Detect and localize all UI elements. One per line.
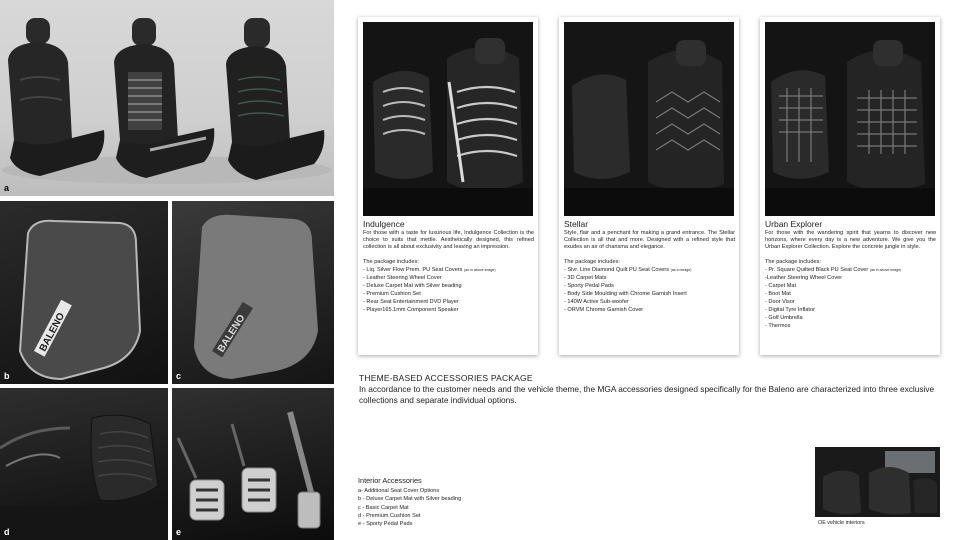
interior-list — [358, 487, 558, 528]
collection-card-indulgence — [358, 17, 538, 355]
photo-label: d — [4, 527, 10, 537]
deluxe-carpet-mat-illustration — [0, 201, 168, 384]
basic-carpet-mat-illustration — [172, 201, 334, 384]
package-item: - Deluxe Carpet Mat with Silver beading — [363, 282, 462, 289]
urban-explorer-interior-illustration — [765, 22, 935, 216]
collection-photo — [363, 22, 533, 216]
package-list — [765, 266, 936, 330]
oe-interior-photo — [815, 447, 940, 517]
package-item: - ORVM Chrome Garnish Cover — [564, 306, 644, 313]
package-heading: The package includes: — [765, 258, 821, 265]
package-item: - Slvr. Line Diamond Quilt PU Seat Covers (as in image) — [564, 266, 692, 273]
package-item: - 3D Carpet Mats — [564, 274, 607, 281]
package-item: - 140W Active Sub-woofer — [564, 298, 629, 305]
interior-accessories — [358, 476, 558, 528]
oe-caption: OE vehicle interiors — [818, 520, 865, 526]
collection-description: For those with a taste for luxurious life, Indulgence Collection is the choice to suits that mettle. Aesthetically designed, this refined collection is all about exclusivity and leaving an impression. — [363, 230, 534, 251]
collection-description: For those with the wandering spirit that yearns to discover new horizons, where every day is a new adventure. We give you the Urban Explorer Collection. Explore the concrete jungle in style. — [765, 230, 936, 251]
package-item: - Boot Mat — [765, 290, 791, 297]
photo-deluxe-carpet-mat — [0, 201, 168, 384]
mat-logo-text: BALENO — [37, 311, 68, 354]
collection-description: Style, flair and a penchant for making a grand entrance. The Stellar Collection is all that and more. Designed with a refined style that exudes an air of charisma and elegance. — [564, 230, 735, 251]
package-item: - Thermos — [765, 322, 791, 329]
collection-card-urban-explorer — [760, 17, 940, 355]
photo-seat-covers — [0, 0, 334, 196]
interior-item: e - Sporty Pedal Pads — [358, 521, 413, 528]
photo-label: e — [176, 527, 182, 537]
interior-item: d - Premium Cushion Set — [358, 512, 421, 519]
collection-card-stellar — [559, 17, 739, 355]
package-item: - Golf Umbrella — [765, 314, 803, 321]
collection-photo — [564, 22, 734, 216]
photo-basic-carpet-mat — [172, 201, 334, 384]
package-item: - Leather Steering Wheel Cover — [363, 274, 442, 281]
package-item: - Pr. Square Quilted Black PU Seat Cover (as in above image) — [765, 266, 902, 273]
photo-sporty-pedal-pads — [172, 388, 334, 540]
package-list — [564, 266, 735, 314]
package-item: - Carpet Mat — [765, 282, 797, 289]
package-item: - Sporty Pedal Pads — [564, 282, 614, 289]
interior-item: c - Basic Carpet Mat — [358, 504, 409, 511]
collection-title: Indulgence — [363, 219, 405, 229]
package-item: - Rear Seat Entertainment DVD Player — [363, 298, 459, 305]
package-item: - Player165.1mm Component Speaker — [363, 306, 459, 313]
interior-item: b - Deluxe Carpet Mat with Silver beading — [358, 496, 462, 503]
indulgence-interior-illustration — [363, 22, 533, 216]
interior-item: a- Additional Seat Cover Options — [358, 488, 440, 494]
pedal-pads-illustration — [172, 388, 334, 540]
package-item: - Digital Tyre Inflator — [765, 306, 815, 313]
oe-interior-illustration — [815, 447, 940, 517]
package-heading: The package includes: — [564, 258, 620, 265]
collection-photo — [765, 22, 935, 216]
package-item: - Door Visor — [765, 298, 795, 305]
mat-logo-text: BALENO — [215, 312, 248, 355]
package-heading: The package includes: — [363, 258, 419, 265]
theme-title: THEME-BASED ACCESSORIES PACKAGE — [359, 373, 533, 383]
cushion-set-illustration — [0, 388, 168, 540]
photo-label: a — [4, 183, 10, 193]
interior-heading: Interior Accessories — [358, 476, 422, 485]
package-item: - Liq. Silver Flow Prem. PU Seat Covers (as in above image) — [363, 266, 496, 273]
collection-title: Urban Explorer — [765, 219, 823, 229]
photo-cushion-set — [0, 388, 168, 540]
package-item: - Premium Cushion Set — [363, 290, 421, 297]
stellar-interior-illustration — [564, 22, 734, 216]
photo-label: c — [176, 371, 182, 381]
collection-title: Stellar — [564, 219, 589, 229]
package-item: -Leather Steering Wheel Cover — [765, 274, 843, 281]
package-item: - Body Side Moulding with Chrome Garnish Insert — [564, 290, 687, 297]
package-list — [363, 266, 534, 314]
seat-covers-illustration — [0, 0, 334, 196]
photo-label: b — [4, 371, 10, 381]
theme-description: In accordance to the customer needs and the vehicle theme, the MGA accessories designed specifically for the Baleno are characterized into three exclusive collections and separate individual options. — [359, 384, 935, 405]
